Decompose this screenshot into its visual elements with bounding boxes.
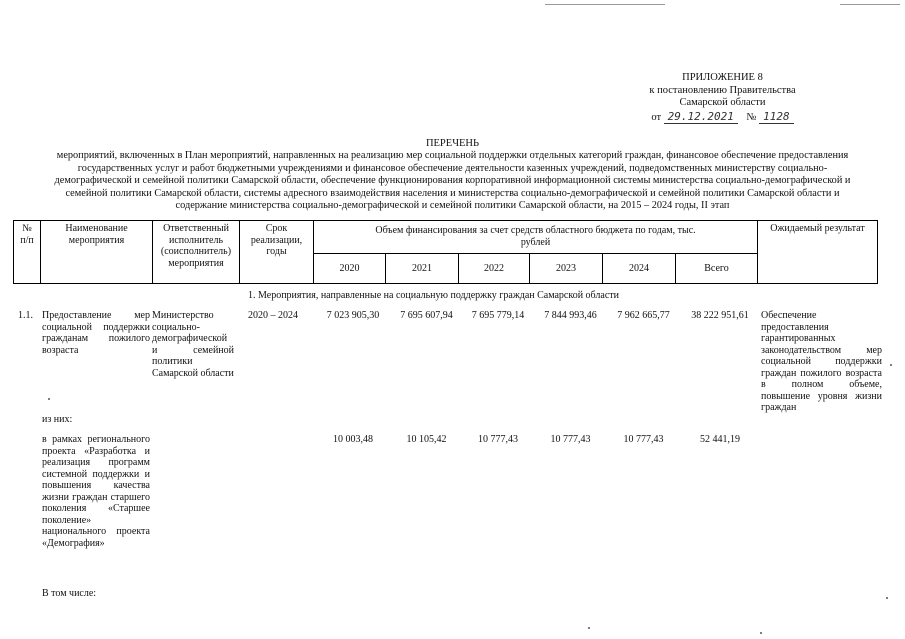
handwritten-number: 1128: [759, 110, 794, 124]
header-total: Всего: [676, 254, 758, 284]
header-year: 2022: [459, 254, 530, 284]
header-year: 2023: [530, 254, 603, 284]
subrow-name: в рамках регионального проекта «Разработка и реализация программ системной поддержки и повышения качества жизни граждан старшего поколения «Старшее поколение» национального проекта «Демография»: [42, 434, 150, 549]
header-funding: Объем финансирования за счет средств областного бюджета по годам, тыс. рублей: [314, 221, 758, 254]
row-period: 2020 – 2024: [248, 310, 298, 321]
of-them-label: из них:: [42, 414, 73, 425]
value-2022: 7 695 779,14: [471, 310, 525, 321]
appendix-line1: к постановлению Правительства: [649, 84, 796, 96]
funding-table-header: [13, 220, 878, 284]
row-name: Предоставление мер социальной поддержки гражданам пожилого возраста: [42, 310, 150, 356]
from-label: от: [651, 111, 662, 123]
subvalue-2021: 10 105,42: [406, 434, 447, 445]
value-total: 38 222 951,61: [691, 310, 749, 321]
handwritten-date: 29.12.2021: [664, 110, 738, 124]
subvalue-2022: 10 777,43: [478, 434, 518, 445]
row-executor: Министерство социально-демографической и семейной политики Самарской области: [152, 310, 234, 379]
scan-speck: [890, 364, 892, 366]
appendix-line2: Самарской области: [679, 97, 766, 108]
scan-speck: [48, 398, 50, 400]
header-name: Наименование мероприятия: [41, 221, 153, 284]
value-2021: 7 695 607,94: [400, 310, 453, 321]
row-result: Обеспечение предоставления гарантированных законодательством мер социальной поддержки граждан пожилого возраста в полном объеме, повышение уровня жизни граждан: [761, 310, 882, 413]
section-title: 1. Мероприятия, направленные на социальную поддержку граждан Самарской области: [248, 290, 619, 301]
subvalue-2023: 10 777,43: [550, 434, 591, 445]
scan-speck: [588, 627, 590, 629]
scan-line: [545, 4, 665, 5]
subvalue-2020: 10 003,48: [333, 434, 373, 445]
including-label: В том числе:: [42, 588, 97, 599]
scan-speck: [886, 597, 888, 599]
scan-line: [840, 4, 900, 5]
subvalue-2024: 10 777,43: [623, 434, 664, 445]
number-label: №: [746, 111, 757, 123]
subvalue-total: 52 441,19: [700, 434, 740, 445]
header-year: 2020: [314, 254, 386, 284]
header-year: 2021: [386, 254, 459, 284]
value-2024: 7 962 665,77: [617, 310, 670, 321]
header-executor: Ответственный исполнитель (соисполнитель) мероприятия: [153, 221, 240, 284]
header-num: № п/п: [14, 221, 41, 284]
header-year: 2024: [603, 254, 676, 284]
row-number: 1.1.: [18, 310, 33, 321]
appendix-date-line: [600, 111, 845, 125]
document-subtitle: мероприятий, включенных в План мероприятий, направленных на реализацию мер социальной поддержки отдельных категорий граждан, финансовое обеспечение предоставления государственных услуг и работ бюджетными учреждениями и финансовое обеспечение деятельности казенных учреждений, подведомственных министерству социально-демографической и семейной политики Самарской области, обеспечение функционирования корпоративной информационной системы министерства социально-демографической и семейной политики Самарской области, системы адресного взаимодействия населения и министерства социально-демографической и семейной политики Самарской области и содержание министерства социально-демографической и семейной политики Самарской области, на 2015 – 2024 годы, II этап: [54, 150, 851, 212]
header-period: Срок реализации, годы: [240, 221, 314, 284]
appendix-title: ПРИЛОЖЕНИЕ 8: [682, 72, 763, 83]
scan-speck: [760, 632, 762, 634]
document-title: ПЕРЕЧЕНЬ: [425, 138, 480, 149]
value-2023: 7 844 993,46: [544, 310, 597, 321]
header-result: Ожидаемый результат: [758, 221, 878, 284]
value-2020: 7 023 905,30: [326, 310, 380, 321]
appendix-block: [600, 72, 845, 124]
